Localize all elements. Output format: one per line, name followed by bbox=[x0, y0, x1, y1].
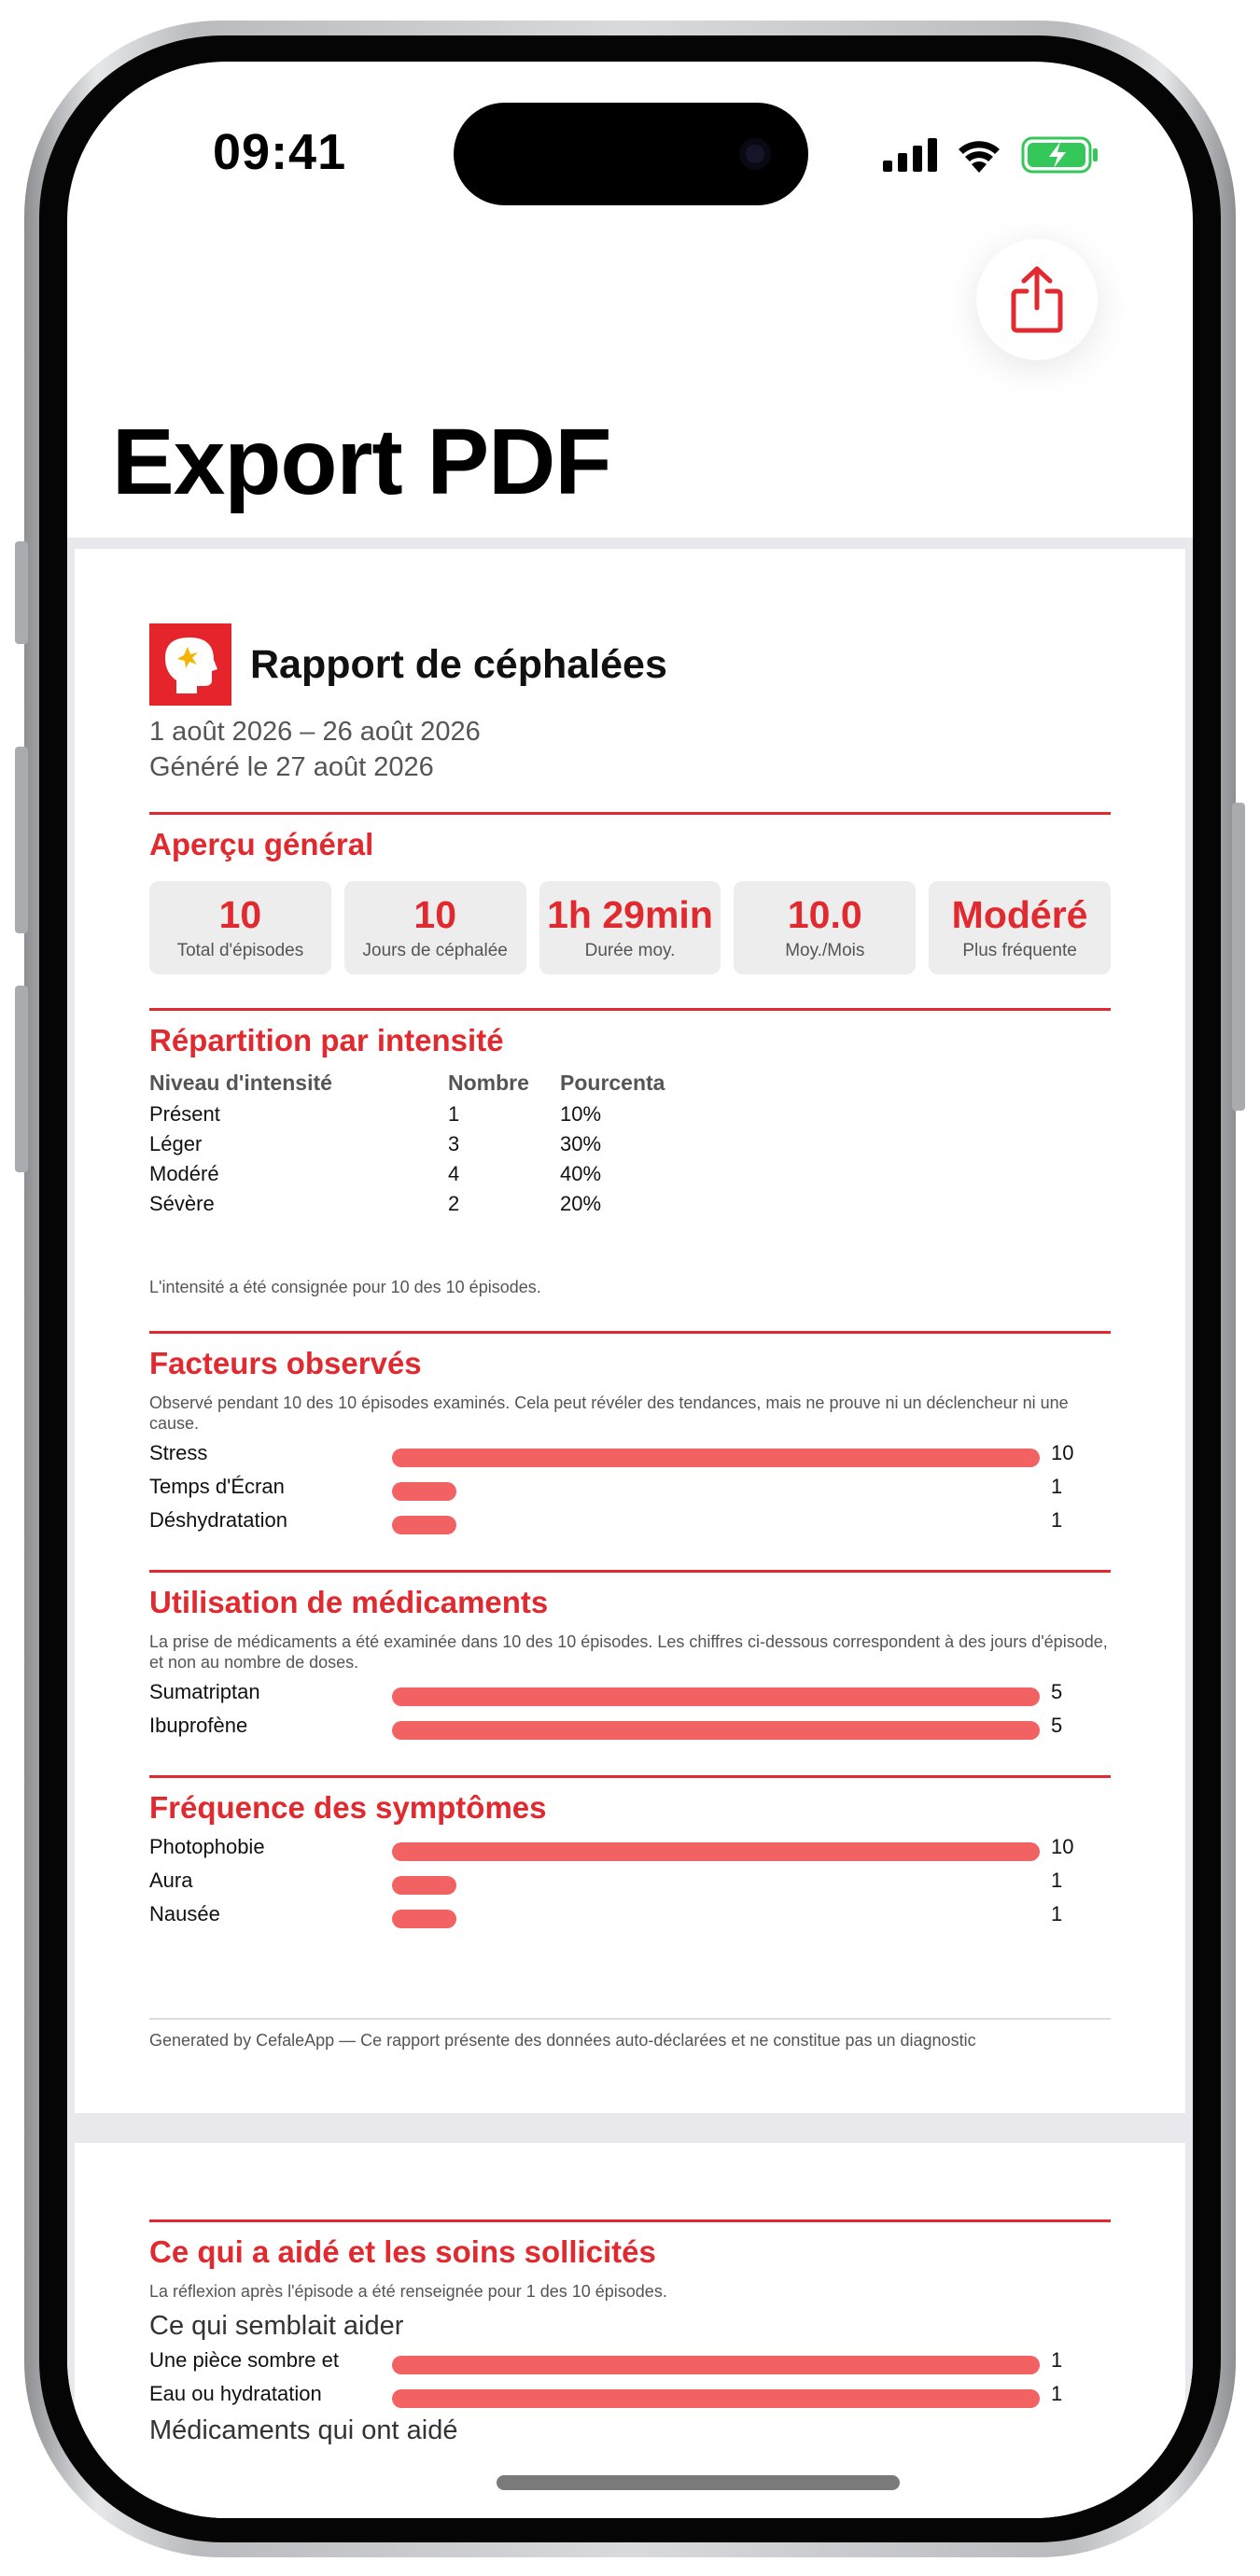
stat-value: 10 bbox=[218, 893, 262, 937]
report-footer: Generated by CefaleApp — Ce rapport présente des données auto-déclarées et ne constitue pas un diagnostic bbox=[149, 2031, 976, 2050]
bar-fill bbox=[392, 1721, 1040, 1740]
cellular-signal-icon bbox=[883, 138, 937, 172]
bar-count: 1 bbox=[1051, 2348, 1063, 2372]
head-pain-icon bbox=[149, 623, 231, 706]
wifi-icon bbox=[956, 137, 1002, 173]
pdf-page-1 bbox=[75, 549, 1185, 2113]
bar-label: Stress bbox=[149, 1441, 208, 1464]
overview-title: Aperçu général bbox=[149, 827, 374, 861]
stat-card-headache-days bbox=[344, 881, 526, 974]
intensity-title: Répartition par intensité bbox=[149, 1023, 504, 1057]
bar-count: 1 bbox=[1051, 1508, 1063, 1532]
bar-fill bbox=[392, 1516, 456, 1534]
column-header: Nombre bbox=[448, 1070, 529, 1095]
bar-count: 10 bbox=[1051, 1835, 1074, 1858]
table-cell: 4 bbox=[448, 1162, 460, 1185]
bar-row bbox=[149, 1865, 1111, 1898]
bar-track bbox=[392, 1910, 1040, 1928]
bar-fill bbox=[392, 2389, 1040, 2408]
bar-label: Ibuprofène bbox=[149, 1714, 248, 1737]
stat-value: 10.0 bbox=[787, 893, 862, 937]
report-generated-date: Généré le 27 août 2026 bbox=[149, 752, 434, 782]
stat-label: Jours de céphalée bbox=[362, 940, 508, 960]
status-time: 09:41 bbox=[213, 124, 347, 180]
power-button bbox=[1232, 803, 1245, 1111]
volume-up-button bbox=[15, 747, 28, 933]
section-divider bbox=[149, 1331, 1111, 1334]
bar-row bbox=[149, 1437, 1111, 1471]
screen bbox=[67, 62, 1193, 2518]
bar-track bbox=[392, 1482, 1040, 1501]
table-row bbox=[149, 1099, 747, 1129]
bar-count: 5 bbox=[1051, 1714, 1063, 1737]
stat-label: Plus fréquente bbox=[962, 940, 1077, 960]
bar-fill bbox=[392, 1876, 456, 1895]
bar-row bbox=[149, 1676, 1111, 1710]
table-cell: Modéré bbox=[149, 1162, 219, 1185]
stat-card-avg-per-month bbox=[734, 881, 916, 974]
stat-value: 10 bbox=[413, 893, 456, 937]
bar-count: 5 bbox=[1051, 1680, 1063, 1703]
bar-track bbox=[392, 1449, 1040, 1467]
footer-divider bbox=[149, 2018, 1111, 2020]
stat-value: 1h 29min bbox=[547, 893, 713, 937]
bar-track bbox=[392, 1516, 1040, 1534]
factors-note: Observé pendant 10 des 10 épisodes examinés. Cela peut révéler des tendances, mais ne prouve ni un déclencheur ni une cause. bbox=[149, 1393, 1069, 1433]
helped-bars bbox=[149, 2345, 1111, 2412]
bar-label: Photophobie bbox=[149, 1835, 265, 1858]
symptoms-bars bbox=[149, 1831, 1111, 1932]
symptoms-title: Fréquence des symptômes bbox=[149, 1790, 547, 1825]
column-header: Pourcenta bbox=[560, 1070, 665, 1095]
share-icon bbox=[1008, 265, 1066, 334]
medications-bars bbox=[149, 1676, 1111, 1743]
table-cell: Sévère bbox=[149, 1192, 215, 1215]
bar-track bbox=[392, 1721, 1040, 1740]
table-cell: 40% bbox=[560, 1162, 602, 1185]
stat-card-avg-duration bbox=[539, 881, 721, 974]
bar-label: Aura bbox=[149, 1869, 193, 1892]
table-cell: 2 bbox=[448, 1192, 460, 1215]
table-cell: 10% bbox=[560, 1102, 602, 1126]
bar-track bbox=[392, 1687, 1040, 1706]
helped-section-title: Ce qui a aidé et les soins sollicités bbox=[149, 2234, 656, 2269]
table-cell: 30% bbox=[560, 1132, 602, 1155]
factors-title: Facteurs observés bbox=[149, 1346, 422, 1380]
section-divider bbox=[149, 812, 1111, 815]
dynamic-island bbox=[454, 103, 808, 205]
bar-row bbox=[149, 1471, 1111, 1505]
pdf-viewer[interactable] bbox=[67, 538, 1193, 2518]
home-indicator[interactable] bbox=[497, 2475, 900, 2490]
table-row bbox=[149, 1129, 747, 1159]
bar-fill bbox=[392, 1687, 1040, 1706]
bar-fill bbox=[392, 1842, 1040, 1861]
bar-row bbox=[149, 1831, 1111, 1865]
bar-label: Sumatriptan bbox=[149, 1680, 260, 1703]
bar-label: Déshydratation bbox=[149, 1508, 287, 1532]
pdf-page-2 bbox=[75, 2143, 1185, 2518]
intensity-table bbox=[149, 1066, 747, 1219]
bar-label: Nausée bbox=[149, 1902, 220, 1925]
stat-label: Total d'épisodes bbox=[176, 940, 304, 960]
page-title: Export PDF bbox=[112, 410, 611, 514]
bar-count: 10 bbox=[1051, 1441, 1074, 1464]
bar-row bbox=[149, 2378, 1111, 2412]
stat-label: Durée moy. bbox=[584, 940, 676, 960]
bar-row bbox=[149, 1898, 1111, 1932]
table-cell: 20% bbox=[560, 1192, 602, 1215]
bar-row bbox=[149, 1505, 1111, 1538]
report-header bbox=[149, 623, 667, 706]
camera-icon bbox=[739, 138, 771, 170]
bar-fill bbox=[392, 2356, 1040, 2374]
section-divider bbox=[149, 1008, 1111, 1011]
column-header: Niveau d'intensité bbox=[149, 1070, 332, 1095]
stat-value: Modéré bbox=[951, 893, 1088, 937]
table-cell: 1 bbox=[448, 1102, 460, 1126]
helped-subtitle: Ce qui semblait aider bbox=[149, 2311, 404, 2341]
status-icons bbox=[883, 136, 1099, 174]
section-divider bbox=[149, 2219, 1111, 2222]
meds-helped-subtitle: Médicaments qui ont aidé bbox=[149, 2415, 458, 2445]
helped-note: La réflexion après l'épisode a été renseignée pour 1 des 10 épisodes. bbox=[149, 2282, 667, 2301]
table-cell: Présent bbox=[149, 1102, 220, 1126]
bar-label: Une pièce sombre et bbox=[149, 2348, 339, 2372]
bar-track bbox=[392, 1842, 1040, 1861]
bar-row bbox=[149, 1710, 1111, 1743]
overview-stats bbox=[149, 881, 1111, 974]
intensity-note: L'intensité a été consignée pour 10 des 10 épisodes. bbox=[149, 1278, 541, 1296]
bar-count: 1 bbox=[1051, 1475, 1063, 1498]
share-button[interactable] bbox=[976, 239, 1098, 360]
table-cell: Léger bbox=[149, 1132, 203, 1155]
bar-row bbox=[149, 2345, 1111, 2378]
medications-note: La prise de médicaments a été examinée dans 10 des 10 épisodes. Les chiffres ci-dessous correspondent à des jours d'épisode, et non au nombre de doses. bbox=[149, 1632, 1108, 1672]
report-title: Rapport de céphalées bbox=[250, 641, 667, 687]
bar-fill bbox=[392, 1482, 456, 1501]
section-divider bbox=[149, 1775, 1111, 1778]
report-date-range: 1 août 2026 – 26 août 2026 bbox=[149, 717, 481, 747]
table-row bbox=[149, 1159, 747, 1189]
table-header bbox=[149, 1066, 747, 1099]
bar-track bbox=[392, 1876, 1040, 1895]
action-button bbox=[15, 541, 28, 644]
medications-title: Utilisation de médicaments bbox=[149, 1585, 549, 1619]
bar-count: 1 bbox=[1051, 2382, 1063, 2405]
bar-count: 1 bbox=[1051, 1902, 1063, 1925]
stat-card-total-episodes bbox=[149, 881, 331, 974]
bar-track bbox=[392, 2389, 1040, 2408]
table-cell: 3 bbox=[448, 1132, 460, 1155]
volume-down-button bbox=[15, 986, 28, 1172]
stat-card-most-frequent bbox=[929, 881, 1111, 974]
bar-fill bbox=[392, 1910, 456, 1928]
bar-track bbox=[392, 2356, 1040, 2374]
battery-charging-icon bbox=[1021, 136, 1099, 174]
bar-label: Eau ou hydratation bbox=[149, 2382, 322, 2405]
bar-fill bbox=[392, 1449, 1040, 1467]
section-divider bbox=[149, 1570, 1111, 1573]
factors-bars bbox=[149, 1437, 1111, 1538]
bar-label: Temps d'Écran bbox=[149, 1475, 285, 1498]
bar-count: 1 bbox=[1051, 1869, 1063, 1892]
stat-label: Moy./Mois bbox=[785, 940, 865, 960]
table-row bbox=[149, 1189, 747, 1219]
